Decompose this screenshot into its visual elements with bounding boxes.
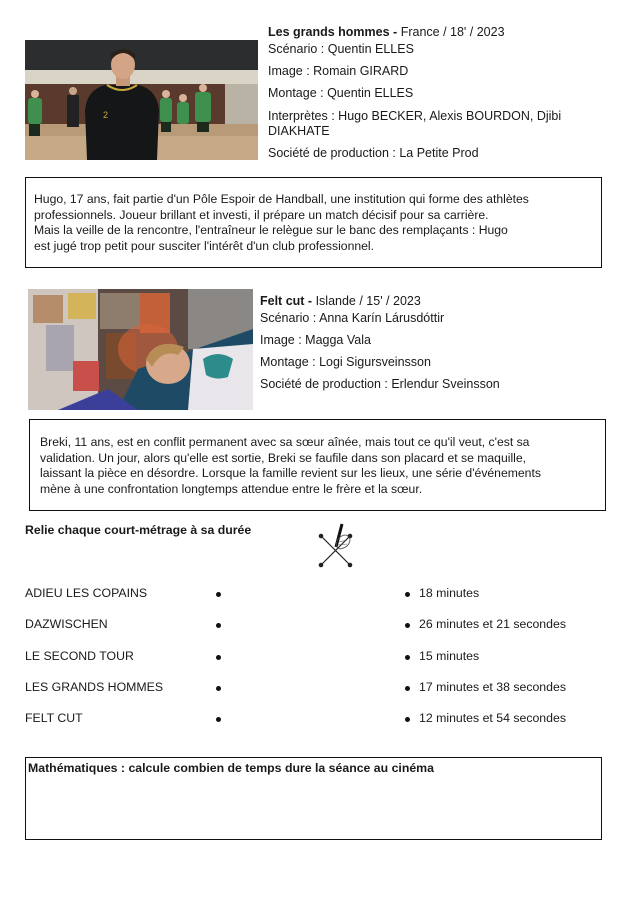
handball-scene-image <box>25 40 258 160</box>
film-title-line <box>260 294 580 311</box>
match-right-item: 12 minutes et 54 secondes <box>419 711 566 725</box>
match-left-item: LES GRANDS HOMMES <box>25 680 164 694</box>
film-still-les-grands-hommes <box>25 40 258 160</box>
match-right-dot[interactable] <box>405 592 410 597</box>
math-answer-box[interactable] <box>25 757 602 840</box>
synopsis-line: laissant la pièce en désordre. Lorsque la famille revient sur les lieux, une série d'événements <box>40 466 541 480</box>
match-left-item: LE SECOND TOUR <box>25 649 134 663</box>
svg-text:2: 2 <box>103 110 109 120</box>
credit-interpretes: Interprètes : Hugo BECKER, Alexis BOURDON, Djibi <box>268 109 562 123</box>
match-right-item: 17 minutes et 38 secondes <box>419 680 566 694</box>
match-left-dot[interactable] <box>216 717 221 722</box>
math-exercise-title: Mathématiques : calcule combien de temps dure la séance au cinéma <box>28 761 434 775</box>
synopsis-line: validation. Un jour, alors qu'elle est sortie, Breki se faufile dans son placard et se maquille, <box>40 450 527 465</box>
credit-scenario: Scénario : Anna Karín Lárusdóttir <box>260 311 445 325</box>
credit-production: Société de production : La Petite Prod <box>268 146 479 160</box>
credit-montage: Montage : Quentin ELLES <box>268 86 414 100</box>
credit-production: Société de production : Erlendur Sveinsson <box>260 377 500 391</box>
credit-image: Image : Romain GIRARD <box>268 64 409 78</box>
match-left-item: ADIEU LES COPAINS <box>25 586 148 600</box>
credit-scenario: Scénario : Quentin ELLES <box>268 42 414 56</box>
match-left-item: FELT CUT <box>25 711 83 725</box>
match-right-dot[interactable] <box>405 655 410 660</box>
match-right-dot[interactable] <box>405 623 410 628</box>
film-meta: France / 18' / 2023 <box>400 25 505 39</box>
match-right-dot[interactable] <box>405 686 410 691</box>
matching-exercise-title: Relie chaque court-métrage à sa durée <box>25 523 252 537</box>
match-right-item: 26 minutes et 21 secondes <box>419 617 566 631</box>
match-left-dot[interactable] <box>216 623 221 628</box>
title-separator: - <box>304 294 316 308</box>
match-right-dot[interactable] <box>405 717 410 722</box>
film-still-felt-cut <box>28 289 253 410</box>
synopsis-line: mène à une confrontation longtemps attendue entre le frère et la sœur. <box>40 481 423 496</box>
match-left-item: DAZWISCHEN <box>25 617 108 631</box>
film-title: Les grands hommes <box>268 25 390 39</box>
synopsis-box-les-grands-hommes <box>25 177 602 268</box>
film-title-line <box>268 25 598 42</box>
film-meta: Islande / 15' / 2023 <box>315 294 421 308</box>
film-title: Felt cut <box>260 294 305 308</box>
title-separator: - <box>389 25 401 39</box>
synopsis-box-felt-cut <box>29 419 606 511</box>
match-right-item: 18 minutes <box>419 586 480 600</box>
synopsis-line: professionnels. Joueur brillant et investi, il prépare un match décisif pour sa carrière. <box>34 207 489 222</box>
film-credits-felt-cut <box>260 294 580 391</box>
bedroom-scene-image <box>28 289 253 410</box>
synopsis-line: Mais la veille de la rencontre, l'entraîneur le relègue sur le banc des remplaçants : Hugo <box>34 223 508 237</box>
credit-montage: Montage : Logi Sigursveinsson <box>260 355 431 369</box>
credit-image: Image : Magga Vala <box>260 333 371 347</box>
synopsis-line: est jugé trop petit pour susciter l'intérêt d'un club professionnel. <box>34 238 375 253</box>
match-left-dot[interactable] <box>216 592 221 597</box>
synopsis-line: Hugo, 17 ans, fait partie d'un Pôle Espoir de Handball, une institution qui forme des athlètes <box>34 192 529 206</box>
match-right-item: 15 minutes <box>419 649 480 663</box>
match-left-dot[interactable] <box>216 686 221 691</box>
synopsis-line: Breki, 11 ans, est en conflit permanent avec sa sœur aînée, mais tout ce qu'il veut, c'est sa <box>40 435 530 449</box>
film-credits-les-grands-hommes <box>268 25 598 160</box>
credit-interpretes-cont: DIAKHATE <box>268 124 330 138</box>
connect-dots-pencil-icon <box>316 521 356 571</box>
match-left-dot[interactable] <box>216 655 221 660</box>
